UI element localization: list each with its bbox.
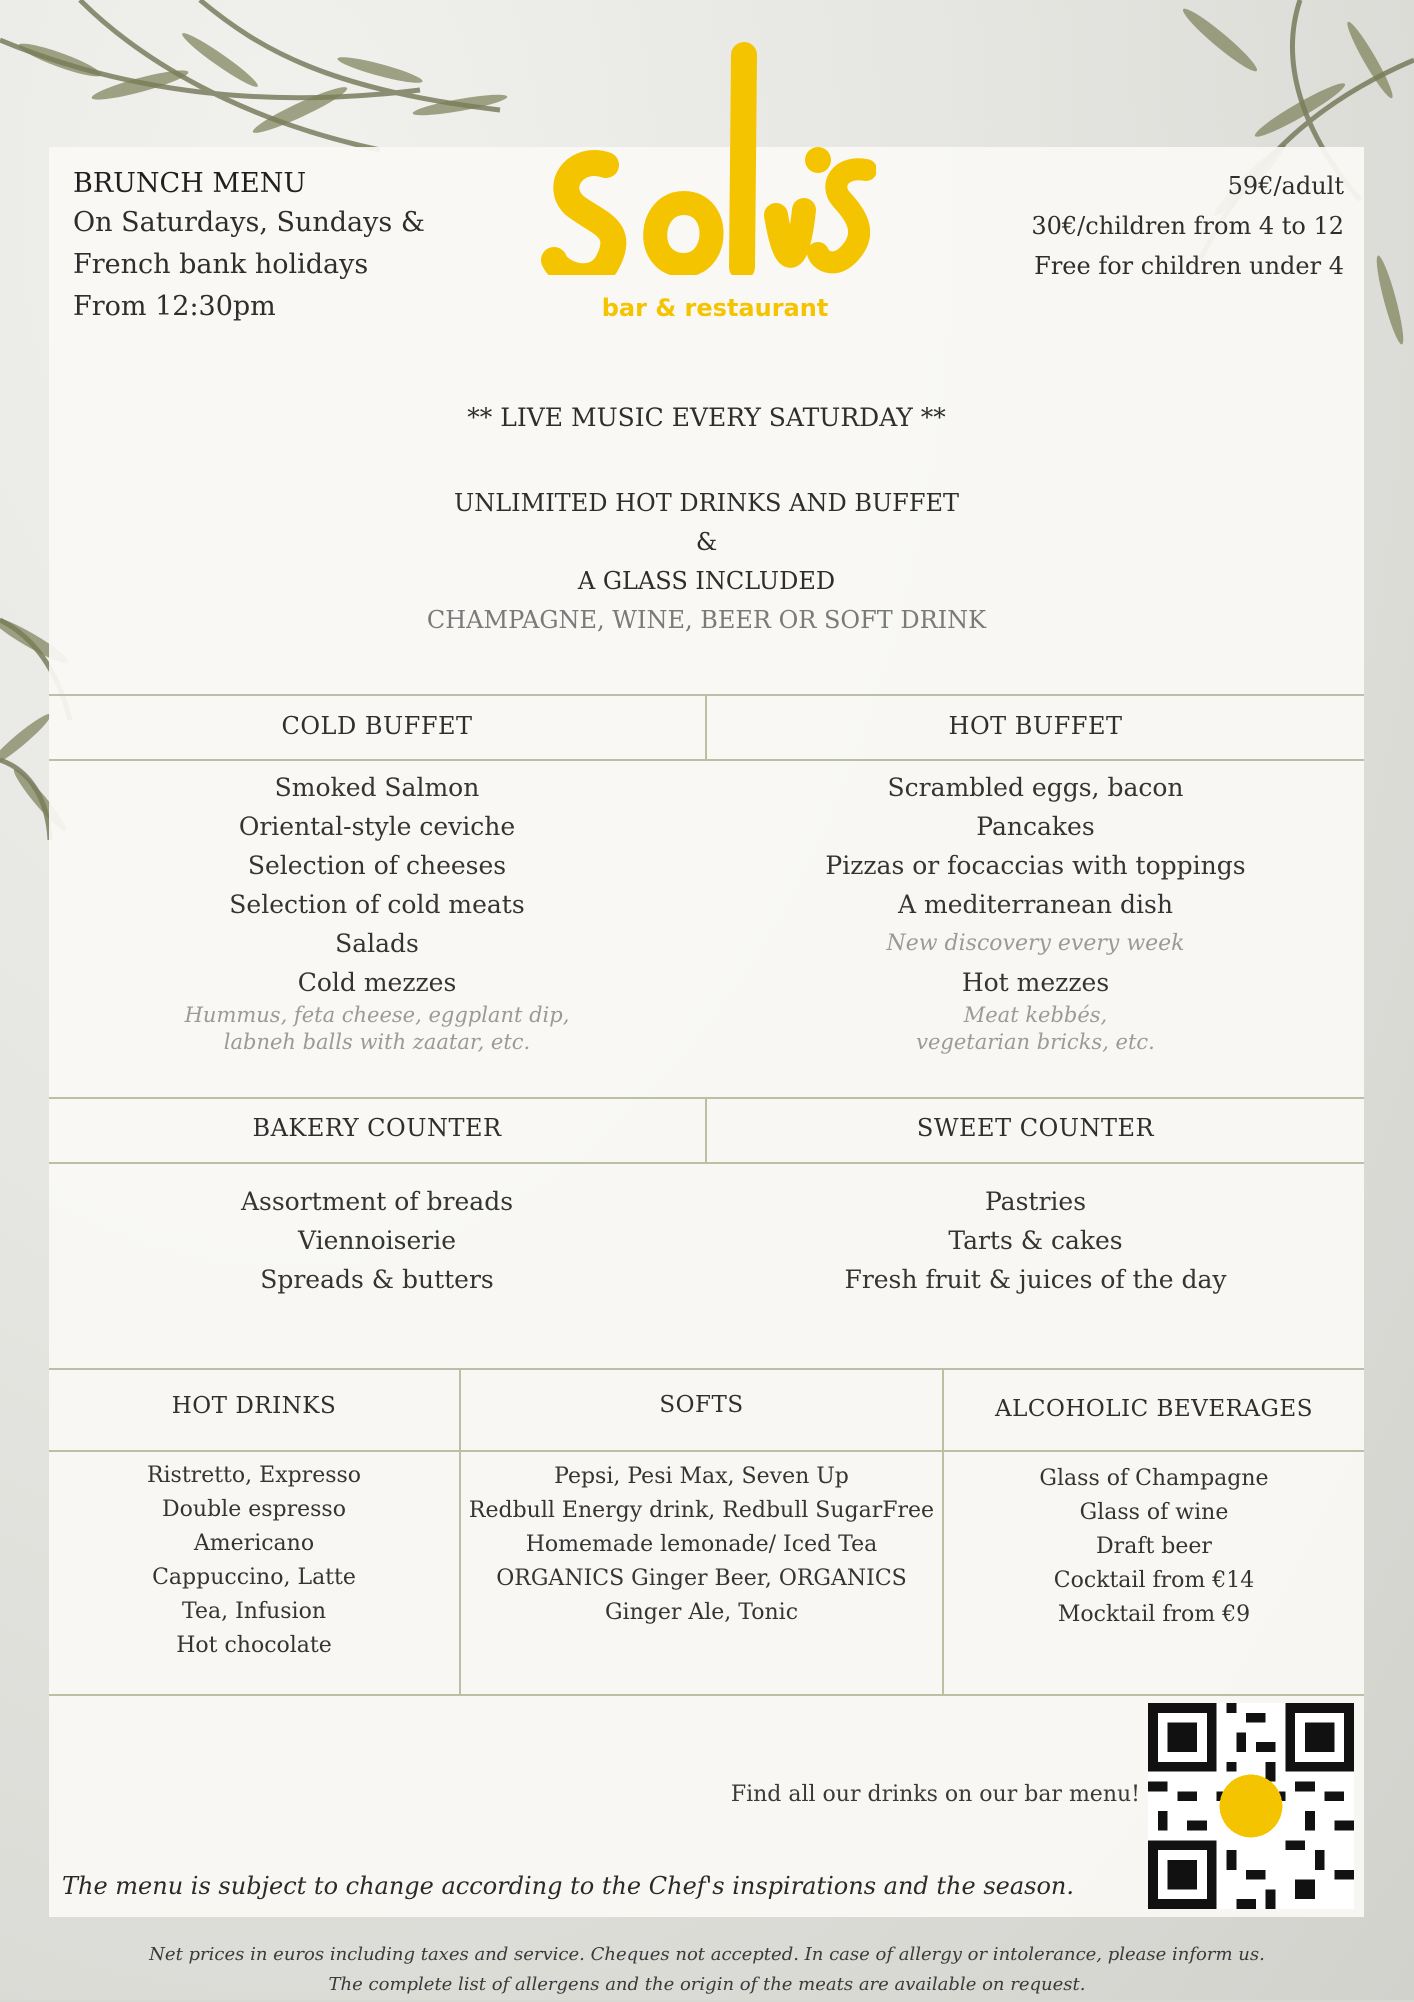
hot-mezzes-note: vegetarian bricks, etc.: [916, 1030, 1155, 1054]
price-free: Free for children under 4: [1034, 252, 1344, 280]
cold-mezzes-note: Hummus, feta cheese, eggplant dip,: [184, 1003, 570, 1027]
price-adult: 59€/adult: [1227, 172, 1344, 200]
list-item: Pizzas or focaccias with toppings: [825, 851, 1246, 880]
legal-line-2: The complete list of allergens and the origin of the meats are available on request.: [328, 1974, 1086, 1995]
list-item: Draft beer: [1096, 1534, 1212, 1559]
bar-menu-note: Find all our drinks on our bar menu!: [730, 1782, 1140, 1807]
cold-buffet-list: [49, 768, 705, 1056]
list-item: Pepsi, Pesi Max, Seven Up: [554, 1464, 849, 1489]
hot-buffet-list: [707, 768, 1364, 1056]
list-item: ORGANICS Ginger Beer, ORGANICS: [496, 1566, 907, 1591]
price-children: 30€/children from 4 to 12: [1031, 212, 1344, 240]
divider: [49, 1450, 1364, 1452]
sweet-title: SWEET COUNTER: [916, 1114, 1155, 1142]
list-item: Assortment of breads: [240, 1187, 514, 1216]
list-item: Hot chocolate: [176, 1633, 332, 1658]
list-item: Mocktail from €9: [1057, 1602, 1251, 1627]
list-item: Glass of wine: [1079, 1500, 1229, 1525]
list-item: Homemade lemonade/ Iced Tea: [525, 1532, 878, 1557]
bakery-list: [49, 1182, 705, 1299]
list-item: Tea, Infusion: [182, 1599, 326, 1624]
solis-logo: [536, 35, 876, 275]
list-item: A mediterranean dish: [898, 890, 1173, 919]
time-line: From 12:30pm: [73, 291, 276, 322]
list-item: Cocktail from €14: [1053, 1568, 1255, 1593]
divider: [49, 1694, 1364, 1696]
alcohol-list: [944, 1462, 1364, 1632]
list-item: Oriental-style ceviche: [238, 812, 516, 841]
list-item: Double espresso: [162, 1497, 346, 1522]
ampersand-line: &: [695, 528, 718, 556]
list-item: Fresh fruit & juices of the day: [844, 1265, 1227, 1294]
list-item: Cappuccino, Latte: [152, 1565, 356, 1590]
glass-line: A GLASS INCLUDED: [577, 567, 836, 595]
hot-drinks-title: HOT DRINKS: [171, 1393, 337, 1419]
list-item: Glass of Champagne: [1039, 1466, 1269, 1491]
list-item: Americano: [193, 1531, 315, 1556]
header-right: [940, 166, 1344, 286]
cold-buffet-title: COLD BUFFET: [281, 712, 473, 740]
qr-code[interactable]: [1148, 1703, 1354, 1909]
list-item: Salads: [335, 929, 419, 958]
days-line-2: French bank holidays: [73, 249, 369, 280]
list-item: Tarts & cakes: [948, 1226, 1123, 1255]
hot-drinks-list: [49, 1459, 459, 1663]
list-item: Selection of cold meats: [229, 890, 525, 919]
alcohol-title: ALCOHOLIC BEVERAGES: [995, 1396, 1313, 1422]
live-music: ** LIVE MUSIC EVERY SATURDAY **: [467, 403, 946, 432]
list-item: Pancakes: [976, 812, 1095, 841]
legal-line-1: Net prices in euros including taxes and service. Cheques not accepted. In case of allergy or intolerance, please inform us.: [149, 1944, 1265, 1965]
softs-title: SOFTS: [659, 1392, 744, 1418]
hot-mezzes-note: Meat kebbés,: [963, 1003, 1108, 1027]
intro-block: [49, 484, 1364, 640]
list-item: Selection of cheeses: [247, 851, 507, 880]
list-item: Cold mezzes: [297, 968, 457, 997]
list-item: Smoked Salmon: [274, 773, 480, 802]
hot-buffet-title: HOT BUFFET: [948, 712, 1123, 740]
unlimited-line: UNLIMITED HOT DRINKS AND BUFFET: [453, 489, 960, 517]
logo-subtitle: bar & restaurant: [601, 294, 829, 322]
weekly-note: New discovery every week: [886, 931, 1185, 956]
list-item: Pastries: [984, 1187, 1087, 1216]
disclaimer: The menu is subject to change according to the Chef's inspirations and the season.: [62, 1872, 1075, 1900]
divider: [49, 1368, 1364, 1370]
list-item: Ristretto, Expresso: [146, 1463, 362, 1488]
list-item: Hot mezzes: [961, 968, 1110, 997]
sweet-list: [707, 1182, 1364, 1299]
list-item: Redbull Energy drink, Redbull SugarFree: [468, 1498, 935, 1523]
list-item: Ginger Ale, Tonic: [604, 1600, 799, 1625]
days-line-1: On Saturdays, Sundays &: [73, 207, 425, 238]
softs-list: [461, 1460, 942, 1630]
list-item: Viennoiserie: [297, 1226, 457, 1255]
menu-title: BRUNCH MENU: [73, 168, 307, 199]
glass-options: CHAMPAGNE, WINE, BEER OR SOFT DRINK: [426, 606, 987, 634]
bakery-title: BAKERY COUNTER: [252, 1114, 502, 1142]
list-item: Spreads & butters: [260, 1265, 494, 1294]
list-item: Scrambled eggs, bacon: [887, 773, 1184, 802]
header-left: [73, 166, 493, 328]
cold-mezzes-note: labneh balls with zaatar, etc.: [223, 1030, 531, 1054]
